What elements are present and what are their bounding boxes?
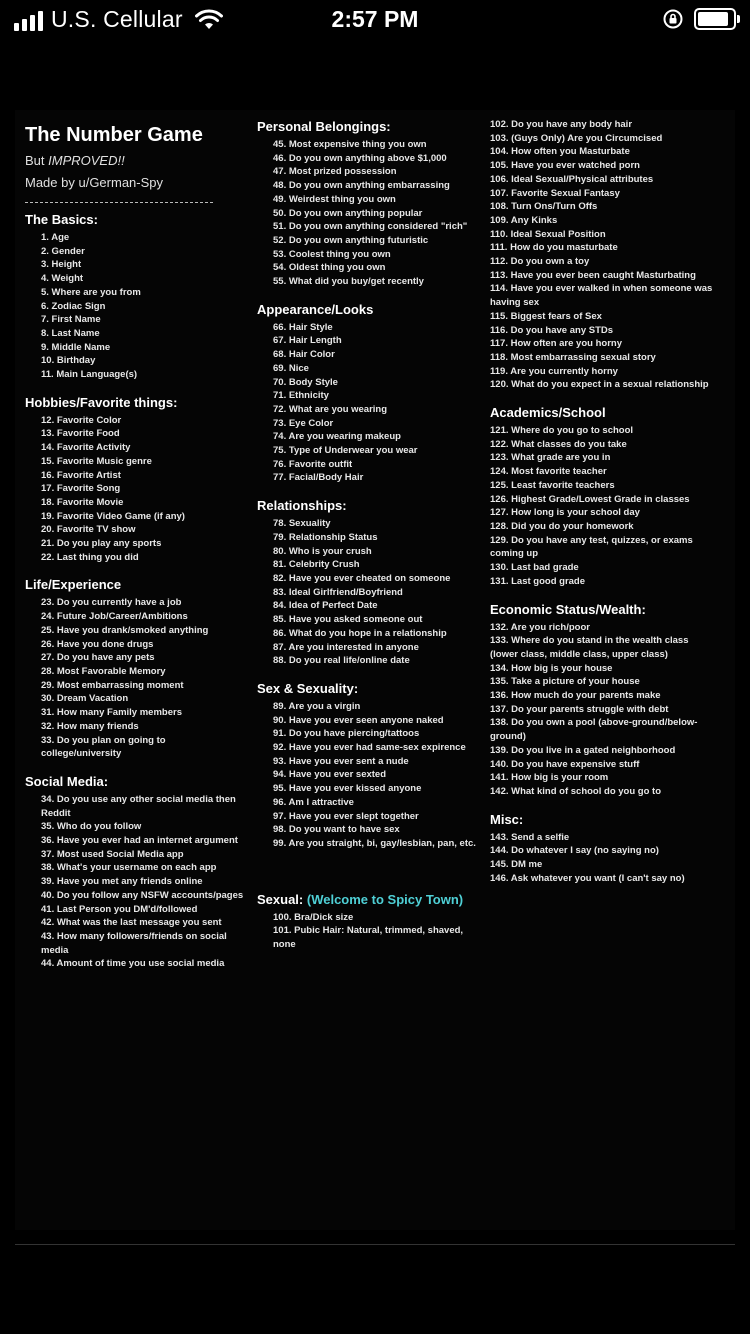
- list-item: 84. Idea of Perfect Date: [273, 600, 378, 612]
- list-item: 66. Hair Style: [273, 321, 333, 333]
- list-item: 17. Favorite Song: [41, 483, 121, 495]
- list-item: 37. Most used Social Media app: [41, 848, 184, 860]
- list-item: 48. Do you own anything embarrassing: [273, 180, 450, 192]
- section-title: Sex & Sexuality:: [257, 680, 359, 696]
- list-item: 119. Are you currently horny: [490, 365, 618, 377]
- sexual-continued-list: [490, 118, 715, 392]
- list-item: 20. Favorite TV show: [41, 524, 136, 536]
- list-item: 46. Do you own anything above $1,000: [273, 152, 447, 164]
- list-item: 21. Do you play any sports: [41, 538, 162, 550]
- sexual-title: Sexual:: [257, 891, 304, 907]
- list-item: 27. Do you have any pets: [41, 652, 155, 664]
- list-item: 105. Have you ever watched porn: [490, 160, 640, 172]
- list-item: 75. Type of Underwear you wear: [273, 445, 418, 457]
- belongings-list: [257, 138, 479, 289]
- subtitle-emphasis: IMPROVED!!: [48, 153, 125, 168]
- list-item: 35. Who do you follow: [41, 821, 142, 833]
- list-item: 1. Age: [41, 232, 70, 243]
- list-item: 47. Most prized possession: [273, 166, 397, 178]
- list-item: 121. Where do you go to school: [490, 425, 634, 437]
- list-item: 145. DM me: [490, 859, 543, 871]
- list-item: 50. Do you own anything popular: [273, 207, 423, 219]
- list-item: 137. Do your parents struggle with debt: [490, 703, 669, 715]
- list-item: 49. Weirdest thing you own: [273, 193, 396, 205]
- list-item: 78. Sexuality: [273, 518, 331, 530]
- status-right: [662, 8, 736, 30]
- list-item: 4. Weight: [41, 273, 84, 285]
- list-item: 79. Relationship Status: [273, 531, 378, 543]
- list-item: 34. Do you use any other social media then Reddit: [41, 793, 236, 819]
- list-item: 138. Do you own a pool (above-ground/below-ground): [490, 717, 698, 743]
- section-title: The Basics:: [25, 212, 98, 227]
- list-item: 80. Who is your crush: [273, 545, 372, 557]
- list-item: 104. How often you Masturbate: [490, 146, 630, 158]
- doc-author: Made by u/German-Spy: [25, 175, 164, 190]
- list-item: 73. Eye Color: [273, 417, 334, 429]
- section-title: Appearance/Looks: [257, 301, 374, 317]
- life-list: [25, 596, 245, 760]
- list-item: 134. How big is your house: [490, 662, 613, 674]
- list-item: 23. Do you currently have a job: [41, 597, 182, 609]
- status-bar: [0, 0, 750, 44]
- relationships-list: [257, 517, 479, 668]
- carrier-name: U.S. Cellular: [51, 6, 183, 32]
- list-item: 28. Most Favorable Memory: [41, 665, 166, 677]
- list-item: 72. What are you wearing: [273, 403, 388, 415]
- list-item: 118. Most embarrassing sexual story: [490, 351, 656, 363]
- list-item: 70. Body Style: [273, 376, 338, 388]
- list-item: 99. Are you straight, bi, gay/lesbian, pan, etc.: [273, 837, 476, 849]
- list-item: 74. Are you wearing makeup: [273, 431, 401, 443]
- list-item: 12. Favorite Color: [41, 414, 122, 426]
- list-item: 127. How long is your school day: [490, 507, 640, 519]
- list-item: 144. Do whatever I say (no saying no): [490, 845, 659, 857]
- section-title: Relationships:: [257, 498, 347, 514]
- column-1: [25, 110, 245, 971]
- orientation-lock-icon: [662, 8, 684, 30]
- list-item: 76. Favorite outfit: [273, 458, 353, 470]
- sexual-note: (Welcome to Spicy Town): [306, 891, 464, 907]
- list-item: 139. Do you live in a gated neighborhood: [490, 744, 676, 756]
- list-item: 93. Have you ever sent a nude: [273, 755, 409, 767]
- list-item: 13. Favorite Food: [41, 428, 120, 440]
- list-item: 30. Dream Vacation: [41, 693, 129, 705]
- list-item: 114. Have you ever walked in when someone was having sex: [490, 283, 713, 309]
- basics-list: [25, 231, 245, 382]
- list-item: 82. Have you ever cheated on someone: [273, 572, 451, 584]
- list-item: 128. Did you do your homework: [490, 520, 634, 532]
- section-title: Social Media:: [25, 773, 109, 789]
- list-item: 112. Do you own a toy: [490, 256, 590, 268]
- list-item: 85. Have you asked someone out: [273, 614, 423, 626]
- list-item: 131. Last good grade: [490, 575, 586, 587]
- list-item: 67. Hair Length: [273, 335, 342, 347]
- list-item: 10. Birthday: [41, 355, 96, 367]
- sexual-list: [257, 911, 479, 952]
- list-item: 126. Highest Grade/Lowest Grade in classes: [490, 493, 690, 505]
- list-item: 22. Last thing you did: [41, 551, 139, 563]
- list-item: 54. Oldest thing you own: [273, 262, 386, 274]
- list-item: 130. Last bad grade: [490, 562, 579, 574]
- list-item: 123. What grade are you in: [490, 452, 611, 464]
- number-game-image: [15, 110, 735, 1230]
- list-item: 110. Ideal Sexual Position: [490, 228, 606, 240]
- list-item: 136. How much do your parents make: [490, 690, 661, 702]
- list-item: 97. Have you ever slept together: [273, 810, 419, 822]
- list-item: 81. Celebrity Crush: [273, 559, 360, 571]
- column-3: [490, 110, 715, 885]
- list-item: 106. Ideal Sexual/Physical attributes: [490, 173, 654, 185]
- list-item: 9. Middle Name: [41, 341, 111, 353]
- section-title: [257, 891, 479, 909]
- list-item: 44. Amount of time you use social media: [41, 958, 225, 970]
- list-item: 8. Last Name: [41, 327, 100, 339]
- column-2: [257, 110, 479, 952]
- list-item: 98. Do you want to have sex: [273, 824, 400, 836]
- list-item: 125. Least favorite teachers: [490, 479, 615, 491]
- list-item: 96. Am I attractive: [273, 796, 354, 808]
- list-item: 43. How many followers/friends on social media: [41, 930, 227, 956]
- list-item: 38. What's your username on each app: [41, 862, 217, 874]
- battery-icon: [694, 8, 736, 30]
- list-item: 95. Have you ever kissed anyone: [273, 783, 422, 795]
- list-item: 32. How many friends: [41, 720, 139, 732]
- list-item: 132. Are you rich/poor: [490, 621, 590, 633]
- list-item: 89. Are you a virgin: [273, 700, 361, 712]
- list-item: 143. Send a selfie: [490, 831, 570, 843]
- list-item: 83. Ideal Girlfriend/Boyfriend: [273, 586, 403, 598]
- list-item: 51. Do you own anything considered "rich": [273, 221, 468, 233]
- list-item: 77. Facial/Body Hair: [273, 472, 364, 484]
- section-title: Personal Belongings:: [257, 119, 391, 134]
- list-item: 115. Biggest fears of Sex: [490, 310, 602, 322]
- subtitle-prefix: But: [25, 153, 49, 168]
- list-item: 109. Any Kinks: [490, 214, 558, 226]
- list-item: 92. Have you ever had same-sex expirence: [273, 742, 466, 754]
- list-item: 42. What was the last message you sent: [41, 917, 222, 929]
- hobbies-list: [25, 414, 245, 565]
- section-title: Hobbies/Favorite things:: [25, 394, 178, 410]
- list-item: 107. Favorite Sexual Fantasy: [490, 187, 620, 199]
- list-item: 55. What did you buy/get recently: [273, 276, 424, 288]
- list-item: 102. Do you have any body hair: [490, 119, 633, 130]
- list-item: 116. Do you have any STDs: [490, 324, 614, 336]
- list-item: 108. Turn Ons/Turn Offs: [490, 201, 598, 213]
- list-item: 33. Do you plan on going to college/university: [41, 734, 166, 760]
- list-item: 90. Have you ever seen anyone naked: [273, 714, 444, 726]
- list-item: 31. How many Family members: [41, 707, 182, 719]
- list-item: 94. Have you ever sexted: [273, 769, 387, 781]
- list-item: 26. Have you done drugs: [41, 638, 154, 650]
- doc-title: The Number Game: [25, 124, 203, 146]
- dashed-divider: [25, 202, 213, 203]
- list-item: 39. Have you met any friends online: [41, 876, 203, 888]
- list-item: 29. Most embarrassing moment: [41, 679, 184, 691]
- list-item: 86. What do you hope in a relationship: [273, 627, 447, 639]
- list-item: 3. Height: [41, 259, 82, 271]
- list-item: 124. Most favorite teacher: [490, 466, 607, 478]
- list-item: 120. What do you expect in a sexual relationship: [490, 379, 709, 391]
- list-item: 142. What kind of school do you go to: [490, 785, 661, 797]
- list-item: 133. Where do you stand in the wealth class (lower class, middle class, upper class): [490, 635, 689, 660]
- list-item: 41. Last Person you DM'd/followed: [41, 903, 198, 915]
- list-item: 16. Favorite Artist: [41, 469, 121, 481]
- list-item: 146. Ask whatever you want (I can't say no): [490, 872, 685, 884]
- social-list: [25, 793, 245, 971]
- list-item: 103. (Guys Only) Are you Circumcised: [490, 132, 663, 144]
- list-item: 53. Coolest thing you own: [273, 248, 391, 260]
- list-item: 69. Nice: [273, 362, 309, 374]
- bottom-divider: [15, 1244, 735, 1245]
- list-item: 117. How often are you horny: [490, 338, 622, 350]
- appearance-list: [257, 321, 479, 485]
- list-item: 87. Are you interested in anyone: [273, 641, 419, 653]
- list-item: 113. Have you ever been caught Masturbating: [490, 269, 696, 281]
- misc-list: [490, 831, 715, 886]
- list-item: 111. How do you masturbate: [490, 242, 618, 254]
- academics-list: [490, 424, 715, 588]
- list-item: 6. Zodiac Sign: [41, 300, 106, 312]
- list-item: 5. Where are you from: [41, 286, 141, 298]
- doc-subtitle: [25, 152, 245, 170]
- list-item: 122. What classes do you take: [490, 438, 627, 450]
- list-item: 14. Favorite Activity: [41, 442, 131, 454]
- sexuality-list: [257, 700, 479, 851]
- list-item: 24. Future Job/Career/Ambitions: [41, 611, 188, 623]
- list-item: 36. Have you ever had an internet argument: [41, 835, 238, 847]
- list-item: 101. Pubic Hair: Natural, trimmed, shaved, none: [273, 925, 464, 951]
- list-item: 141. How big is your room: [490, 772, 609, 784]
- status-time: 2:57 PM: [331, 6, 419, 32]
- economic-list: [490, 621, 715, 799]
- list-item: 140. Do you have expensive stuff: [490, 758, 640, 770]
- list-item: 2. Gender: [41, 245, 85, 257]
- list-item: 25. Have you drank/smoked anything: [41, 624, 209, 636]
- list-item: 135. Take a picture of your house: [490, 676, 640, 688]
- list-item: 71. Ethnicity: [273, 390, 329, 402]
- section-title: Academics/School: [490, 405, 606, 421]
- section-title: Misc:: [490, 811, 524, 827]
- list-item: 52. Do you own anything futuristic: [273, 234, 429, 246]
- list-item: 11. Main Language(s): [41, 369, 138, 381]
- list-item: 7. First Name: [41, 314, 101, 326]
- list-item: 91. Do you have piercing/tattoos: [273, 728, 420, 740]
- section-title: Economic Status/Wealth:: [490, 601, 646, 617]
- list-item: 129. Do you have any test, quizzes, or exams coming up: [490, 534, 693, 560]
- list-item: 19. Favorite Video Game (if any): [41, 510, 185, 522]
- list-item: 18. Favorite Movie: [41, 496, 124, 508]
- list-item: 68. Hair Color: [273, 349, 335, 361]
- list-item: 100. Bra/Dick size: [273, 911, 354, 923]
- section-title: Life/Experience: [25, 577, 122, 593]
- list-item: 45. Most expensive thing you own: [273, 139, 427, 150]
- list-item: 88. Do you real life/online date: [273, 655, 410, 667]
- list-item: 15. Favorite Music genre: [41, 455, 152, 467]
- list-item: 40. Do you follow any NSFW accounts/pages: [41, 889, 244, 901]
